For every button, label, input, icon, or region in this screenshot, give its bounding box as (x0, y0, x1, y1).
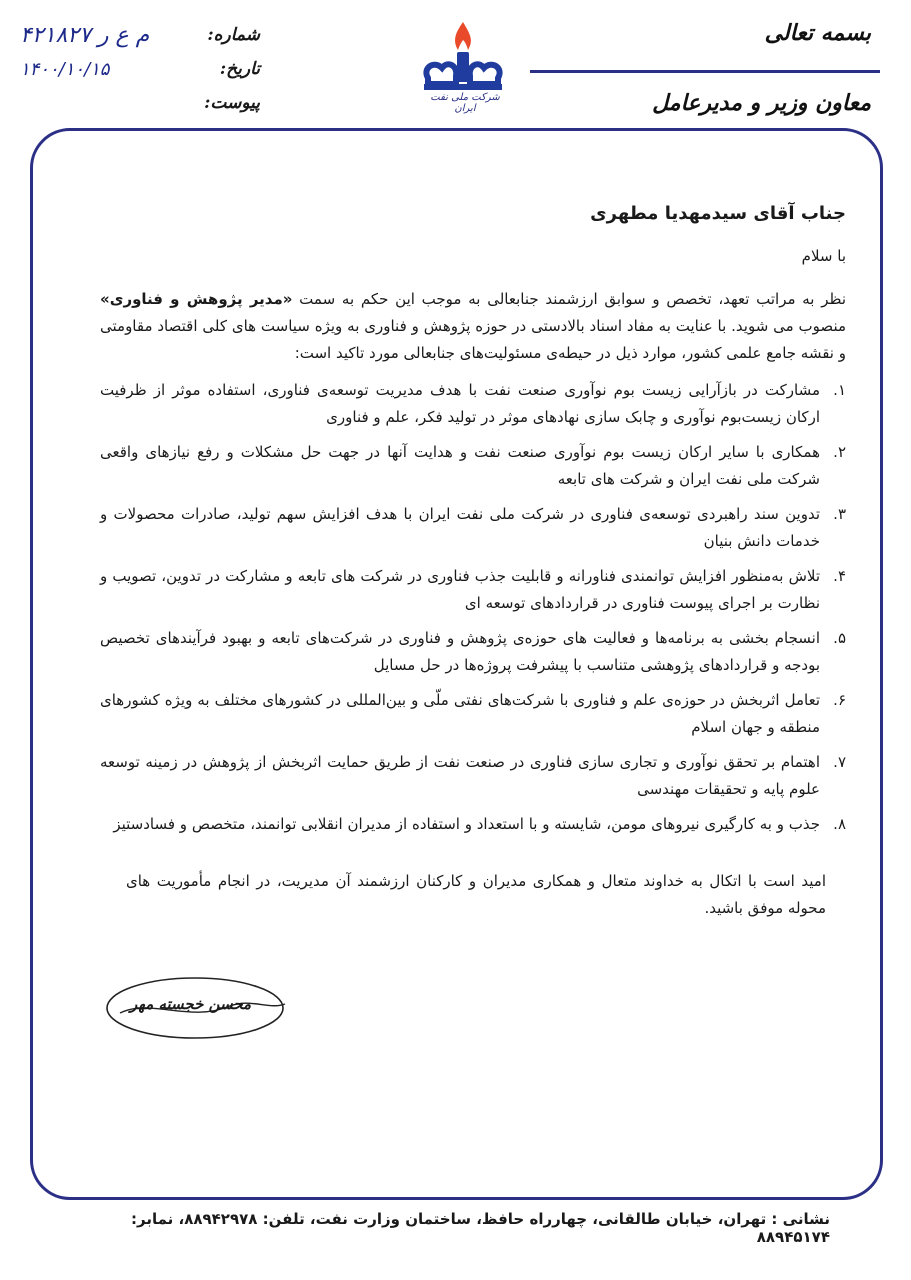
item-text: تلاش به‌منظور افزایش توانمندی فناورانه و قابلیت جذب فناوری در شرکت های تابعه و مشارکت در تدوین، تصویب و نظارت بر اجرای پیوست فناوری در قراردادهای توسعه ای (100, 567, 820, 612)
item-number: ۳. (833, 505, 846, 523)
salutation: با سلام (801, 247, 846, 265)
item-number: ۷. (833, 753, 846, 771)
item-number: ۲. (833, 443, 846, 461)
bismillah-heading: بسمه تعالی (764, 20, 871, 46)
duties-list (100, 377, 846, 838)
item-number: ۸. (833, 815, 846, 833)
list-item (100, 439, 846, 493)
deputy-title: معاون وزیر و مدیرعامل (652, 90, 871, 116)
position-title: «مدیر پژوهش و فناوری» (100, 290, 293, 308)
item-text: انسجام بخشی به برنامه‌ها و فعالیت های حوزه‌ی پژوهش و فناوری در شرکت‌های تابعه و بهبود فرآیندهای تخصیص بودجه و قراردادهای پژوهشی متناسب با پیشرفت پروژه‌ها در حل مسایل (100, 629, 820, 674)
attachment-label: پیوست: (204, 93, 260, 113)
item-text: همکاری با سایر ارکان زیست بوم نوآوری صنعت نفت و هدایت آنها در جهت حل مشکلات و رفع نیازهای واقعی شرکت ملی نفت ایران و شرکت های تابعه (100, 443, 820, 488)
item-text: مشارکت در بازآرایی زیست بوم نوآوری صنعت نفت با هدف مدیریت توسعه‌ی فناوری، استفاده موثر از ظرفیت ارکان زیست‌بوم نوآوری و چابک سازی نهادهای موثر در تولید فکر، علم و فناوری (100, 381, 820, 426)
attachment-row (20, 86, 260, 120)
list-item (100, 377, 846, 431)
number-label: شماره: (207, 25, 260, 45)
date-label: تاریخ: (219, 59, 260, 79)
logo-caption: شرکت ملی نفت ایران (430, 92, 500, 114)
closing-paragraph: امید است با اتکال به خداوند متعال و همکاری مدیران و کارکنان ارزشمند آن مدیریت، در انجام مأموریت های محوله موفق باشید. (126, 872, 826, 917)
addressee: جناب آقای سیدمهدیا مطهری (590, 203, 846, 224)
date-row (20, 52, 260, 86)
date-value: ۱۴۰۰/۱۰/۱۵ (20, 58, 110, 80)
list-item (100, 625, 846, 679)
number-row (20, 18, 260, 52)
item-text: جذب و به کارگیری نیروهای مومن، شایسته و با استعداد و استفاده از مدیران انقلابی توانمند، متخصص و فسادستیز (113, 815, 820, 833)
item-number: ۶. (833, 691, 846, 709)
intro-before: نظر به مراتب تعهد، تخصص و سوابق ارزشمند جنابعالی به موجب این حکم به سمت (292, 290, 846, 308)
item-number: ۴. (833, 567, 846, 585)
list-item (100, 749, 846, 803)
list-item (100, 687, 846, 741)
item-number: ۱. (833, 381, 846, 399)
letter-meta (20, 18, 260, 120)
intro-after: منصوب می شوید. با عنایت به مفاد اسناد بالادستی در حوزه پژوهش و فناوری به ویژه سیاست های کلی اقتصاد مقاومتی و نقشه جامع علمی کشور، موارد ذیل در حیطه‌ی مسئولیت‌های جنابعالی مورد تاکید است: (100, 317, 846, 362)
item-text: تعامل اثربخش در حوزه‌ی علم و فناوری با شرکت‌های نفتی ملّی و بین‌المللی در کشورهای مختلف به ویژه کشورهای منطقه و جهان اسلام (100, 691, 820, 736)
letterhead-titles (611, 20, 871, 116)
intro-paragraph (100, 286, 846, 367)
footer-address: نشانی : تهران، خیابان طالقانی، چهارراه حافظ، ساختمان وزارت نفت، تلفن: ۸۸۹۴۲۹۷۸، نمابر: ۸۸۹۴۵۱۷۴ (130, 1210, 830, 1246)
number-value: ۴۲۱۸۲۷ م ع ر (20, 22, 150, 48)
flame-icon (455, 22, 471, 50)
list-item (100, 811, 846, 838)
list-item (100, 501, 846, 555)
letter-body (100, 200, 846, 922)
signature-name: محسن خجسته مهر (130, 995, 252, 1013)
item-number: ۵. (833, 629, 846, 647)
list-item (100, 563, 846, 617)
item-text: تدوین سند راهبردی توسعه‌ی فناوری در شرکت ملی نفت ایران با هدف افزایش سهم تولید، صادرات محصولات و خدمات دانش بنیان (100, 505, 820, 550)
item-text: اهتمام بر تحقق نوآوری و تجاری سازی فناوری در صنعت نفت از طریق حمایت اثربخش از پژوهش در زمینه توسعه علوم پایه و تحقیقات مهندسی (100, 753, 820, 798)
